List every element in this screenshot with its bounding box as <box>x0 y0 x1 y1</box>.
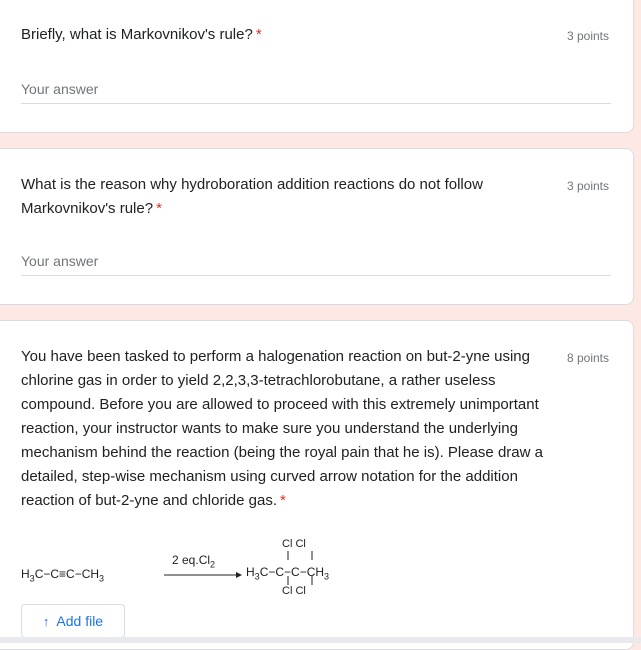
required-asterisk: * <box>280 492 286 509</box>
question-text: Briefly, what is Markovnikov's rule? <box>21 26 253 43</box>
answer-input[interactable]: Your answer <box>21 253 611 276</box>
question-title <box>21 23 541 47</box>
question-title <box>21 173 541 221</box>
points-label: 8 points <box>566 351 609 365</box>
question-card-1 <box>0 0 634 133</box>
question-text: You have been tasked to perform a halogenation reaction on but-2-yne using chlorine gas in order to yield 2,2,3,3-tetrachlorobutane, a rather useless compound. Before you are allowed to proceed with this extremely unimportant reaction, your instructor wants to make sure you understand the underlying mechanism behind the reaction (being the royal pain that he is). Please draw a detailed, step-wise mechanism using curved arrow notation for the addition reaction of but-2-yne and chloride gas. <box>21 348 543 509</box>
points-label: 3 points <box>566 179 609 193</box>
required-asterisk: * <box>156 200 162 217</box>
points-label: 3 points <box>566 29 609 43</box>
bottom-strip <box>0 637 641 643</box>
reagent-label: 2 $eq.Cl_2$ <box>172 553 216 570</box>
reactant-formula: $H_3C-C\equiv C-CH_3$ <box>21 567 105 584</box>
answer-input[interactable]: Your answer <box>21 81 611 104</box>
question-text: What is the reason why hydroboration addition reactions do not follow Markovnikov's rule? <box>21 176 483 217</box>
reaction-arrow <box>164 571 242 579</box>
product-bottom-chlorines: Cl Cl <box>282 585 306 597</box>
add-file-label: Add file <box>56 613 104 629</box>
upload-icon: ↑ <box>42 613 50 629</box>
product-top-chlorines: Cl Cl <box>282 538 306 550</box>
question-card-3 <box>0 320 634 650</box>
question-title <box>21 345 561 513</box>
product-formula: $H_3C-C-C-CH_3$ <box>246 565 330 582</box>
add-file-button[interactable] <box>21 604 125 638</box>
required-asterisk: * <box>255 26 262 43</box>
question-card-2 <box>0 148 634 305</box>
